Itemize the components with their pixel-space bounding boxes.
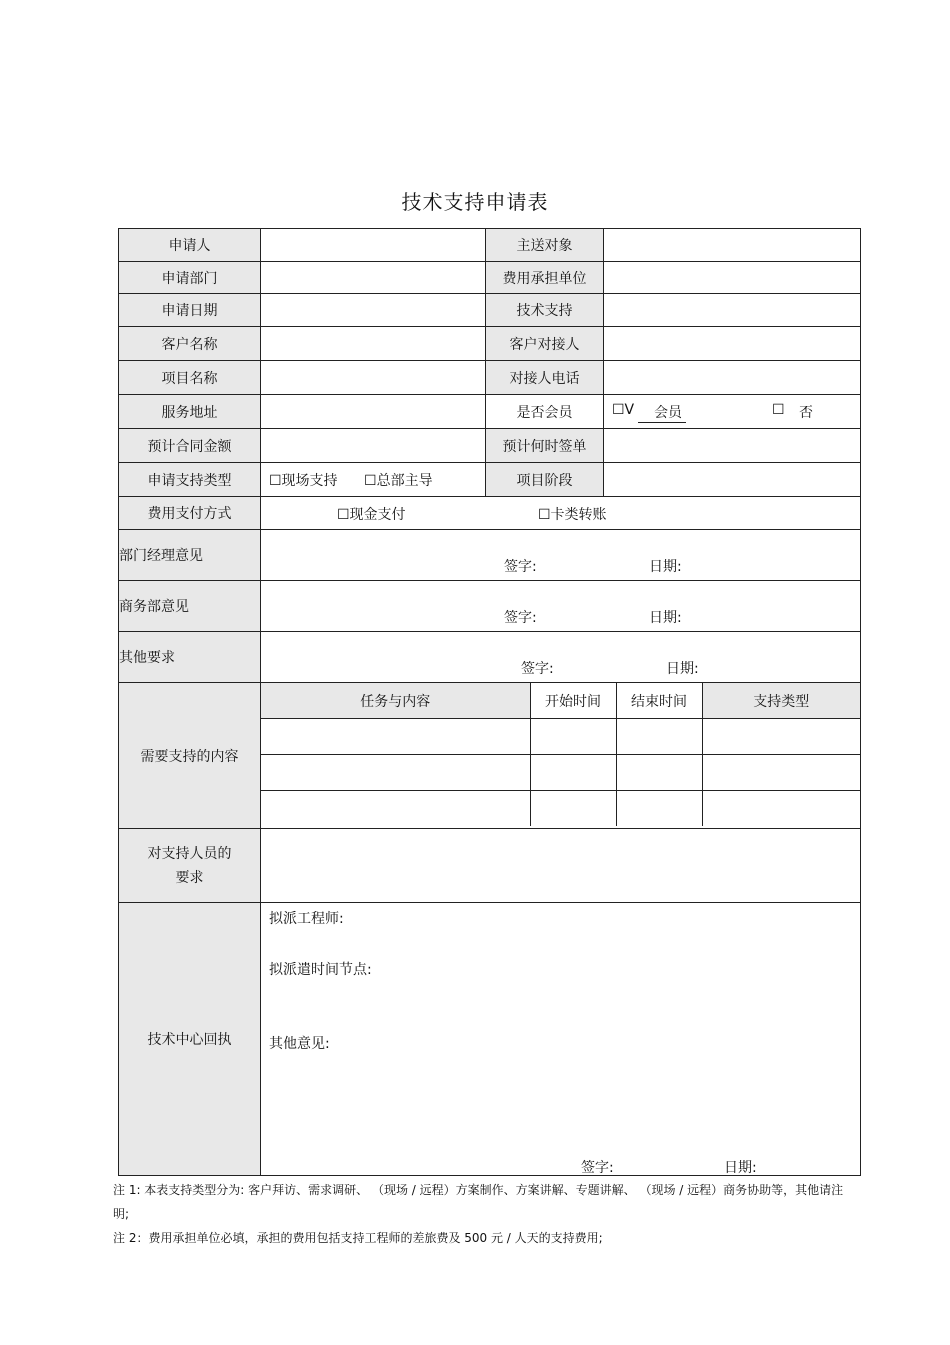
hq-lead-checkbox[interactable]: ☐总部主导	[364, 472, 433, 489]
project-stage-field[interactable]	[604, 463, 861, 497]
business-sign-label: 签字:	[504, 610, 537, 626]
page-title: 技术支持申请表	[401, 190, 549, 214]
customer-name-field[interactable]	[261, 327, 486, 361]
other-sign-label: 签字:	[521, 661, 554, 677]
tech-center-reply[interactable]	[261, 903, 860, 1175]
task-cell[interactable]	[261, 791, 530, 827]
staff-req-line1: 对支持人员的	[147, 845, 232, 862]
staff-req-line2: 要求	[175, 869, 204, 886]
sign-time-label: 预计何时签单	[486, 429, 604, 463]
start-cell[interactable]	[530, 755, 616, 791]
note-2: 注 2：费用承担单位必填，承担的费用包括支持工程师的差旅费及 500 元 / 人天的支持费用;	[113, 1231, 603, 1245]
engineer-label: 拟派工程师:	[269, 911, 344, 927]
notes	[113, 1178, 858, 1250]
support-content-label: 需要支持的内容	[119, 683, 261, 829]
onsite-checkbox[interactable]: ☐现场支持	[269, 472, 338, 489]
cost-unit-field[interactable]	[604, 262, 861, 294]
staff-req-label	[119, 829, 261, 903]
table-row	[261, 791, 860, 827]
service-address-label: 服务地址	[119, 395, 261, 429]
is-member-label: 是否会员	[486, 395, 604, 429]
member-checkbox[interactable]: ☐V	[612, 402, 635, 418]
applicant-label: 申请人	[119, 229, 261, 262]
customer-contact-field[interactable]	[604, 327, 861, 361]
start-cell[interactable]	[530, 791, 616, 827]
cash-checkbox[interactable]: ☐现金支付	[337, 507, 406, 523]
note-1: 注 1: 本表支持类型分为: 客户拜访、需求调研、 （现场 / 远程）方案制作、方案讲解、专题讲解、 （现场 / 远程）商务协助等，其他请注明;	[113, 1183, 844, 1221]
type-cell[interactable]	[702, 791, 860, 827]
card-checkbox[interactable]: ☐卡类转账	[538, 507, 607, 523]
end-cell[interactable]	[616, 719, 702, 755]
project-stage-label: 项目阶段	[486, 463, 604, 497]
col-start-header: 开始时间	[530, 683, 616, 719]
dept-sign-label: 签字:	[504, 559, 537, 575]
dept-date-label: 日期:	[649, 559, 682, 575]
support-content-table	[261, 683, 860, 826]
other-req-label: 其他要求	[119, 632, 261, 683]
dept-field[interactable]	[261, 262, 486, 294]
task-cell[interactable]	[261, 719, 530, 755]
service-address-field[interactable]	[261, 395, 486, 429]
dept-manager-label: 部门经理意见	[119, 530, 261, 581]
end-cell[interactable]	[616, 755, 702, 791]
contract-amount-label: 预计合同金额	[119, 429, 261, 463]
support-type-label: 申请支持类型	[119, 463, 261, 497]
project-name-label: 项目名称	[119, 361, 261, 395]
contact-phone-label: 对接人电话	[486, 361, 604, 395]
other-date-label: 日期:	[666, 661, 699, 677]
task-cell[interactable]	[261, 755, 530, 791]
sign-time-field[interactable]	[604, 429, 861, 463]
type-cell[interactable]	[702, 719, 860, 755]
table-row	[261, 719, 860, 755]
contract-amount-field[interactable]	[261, 429, 486, 463]
table-row	[261, 755, 860, 791]
business-date-label: 日期:	[649, 610, 682, 626]
dept-label: 申请部门	[119, 262, 261, 294]
col-type-header: 支持类型	[702, 683, 860, 719]
apply-date-label: 申请日期	[119, 294, 261, 327]
project-name-field[interactable]	[261, 361, 486, 395]
type-cell[interactable]	[702, 755, 860, 791]
other-opinion-label: 其他意见:	[269, 1036, 330, 1052]
start-cell[interactable]	[530, 719, 616, 755]
non-member-checkbox[interactable]: ☐	[772, 402, 785, 418]
applicant-field[interactable]	[261, 229, 486, 262]
end-cell[interactable]	[616, 791, 702, 827]
application-form	[118, 228, 861, 1176]
business-dept-label: 商务部意见	[119, 581, 261, 632]
dispatch-time-label: 拟派遣时间节点:	[269, 962, 372, 978]
member-options	[604, 395, 861, 429]
tech-center-label: 技术中心回执	[119, 903, 261, 1176]
customer-name-label: 客户名称	[119, 327, 261, 361]
reply-sign-label: 签字:	[581, 1160, 614, 1176]
payment-method-label: 费用支付方式	[119, 497, 261, 530]
main-target-field[interactable]	[604, 229, 861, 262]
reply-date-label: 日期:	[724, 1160, 757, 1176]
staff-req-field[interactable]	[261, 829, 861, 903]
main-target-label: 主送对象	[486, 229, 604, 262]
contact-phone-field[interactable]	[604, 361, 861, 395]
tech-support-label: 技术支持	[486, 294, 604, 327]
tech-support-field[interactable]	[604, 294, 861, 327]
member-option-label: 会员	[638, 402, 686, 423]
customer-contact-label: 客户对接人	[486, 327, 604, 361]
col-end-header: 结束时间	[616, 683, 702, 719]
apply-date-field[interactable]	[261, 294, 486, 327]
non-member-label: 否	[799, 405, 813, 421]
col-task-header: 任务与内容	[261, 683, 530, 719]
cost-unit-label: 费用承担单位	[486, 262, 604, 294]
